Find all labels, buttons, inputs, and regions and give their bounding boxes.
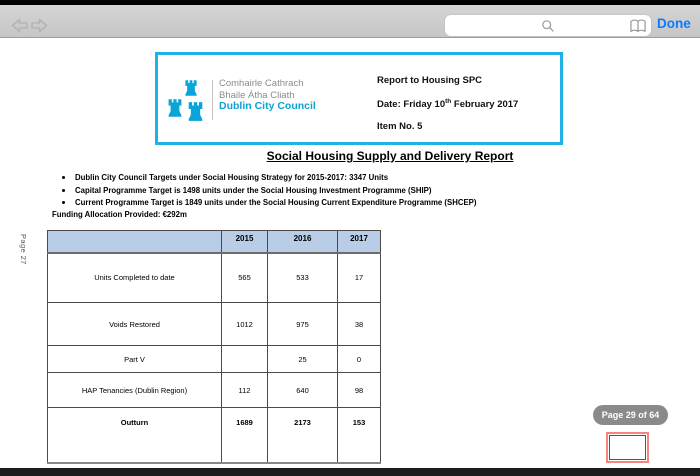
page-title: Social Housing Supply and Delivery Report bbox=[266, 149, 514, 163]
bottom-black-bar bbox=[0, 468, 700, 476]
logo-line-irish-1: Comhairle Cathrach bbox=[219, 78, 304, 89]
cell-2017: 98 bbox=[338, 373, 381, 408]
row-label: Part V bbox=[48, 346, 222, 373]
table-row bbox=[48, 373, 381, 408]
table-row bbox=[48, 253, 381, 303]
back-button[interactable] bbox=[10, 17, 30, 34]
report-header-box bbox=[155, 52, 563, 145]
search-input[interactable] bbox=[445, 15, 651, 36]
table-header-cell: 2016 bbox=[268, 231, 338, 253]
logo-divider bbox=[212, 80, 213, 120]
cell-2016: 975 bbox=[268, 303, 338, 346]
cell-2016: 2173 bbox=[268, 408, 338, 463]
cell-2016: 640 bbox=[268, 373, 338, 408]
bullet-list bbox=[62, 171, 476, 209]
report-to-line: Report to Housing SPC bbox=[377, 75, 483, 86]
cell-2015 bbox=[222, 346, 268, 373]
page-thumbnail-navigator[interactable] bbox=[606, 432, 649, 463]
list-item: Current Programme Target is 1849 units under the Social Housing Current Expenditure Programme (SHCEP) bbox=[62, 197, 476, 210]
row-label: Outturn bbox=[48, 408, 222, 463]
table-header-row bbox=[48, 231, 381, 253]
castle-icon bbox=[187, 102, 204, 121]
logo-line-irish-2: Bhaile Átha Cliath bbox=[219, 89, 295, 101]
bullet-icon bbox=[62, 201, 65, 204]
table-header-cell bbox=[48, 231, 222, 253]
document-page bbox=[0, 38, 700, 468]
side-page-number: Page 27 bbox=[19, 234, 28, 265]
cell-2017: 38 bbox=[338, 303, 381, 346]
bullet-icon bbox=[62, 176, 65, 179]
open-book-icon bbox=[629, 22, 647, 37]
castle-icon bbox=[167, 99, 183, 117]
list-item: Dublin City Council Targets under Social Housing Strategy for 2015-2017: 3347 Units bbox=[62, 171, 476, 184]
table-row bbox=[48, 346, 381, 373]
viewer-toolbar bbox=[0, 5, 700, 38]
cell-2015: 1012 bbox=[222, 303, 268, 346]
bullet-icon bbox=[62, 189, 65, 192]
delivery-table bbox=[47, 230, 381, 464]
back-arrow-icon bbox=[10, 22, 30, 37]
castle-icon bbox=[184, 80, 198, 96]
report-item-line: Item No. 5 bbox=[377, 121, 423, 132]
search-icon bbox=[542, 19, 555, 32]
cell-2015: 565 bbox=[222, 253, 268, 303]
row-label: Voids Restored bbox=[48, 303, 222, 346]
table-row-total bbox=[48, 408, 381, 463]
table-row bbox=[48, 303, 381, 346]
table-header-cell: 2015 bbox=[222, 231, 268, 253]
row-label: Units Completed to date bbox=[48, 253, 222, 303]
forward-button[interactable] bbox=[29, 17, 49, 34]
list-item: Capital Programme Target is 1498 units under the Social Housing Investment Programme (SHIP) bbox=[62, 184, 476, 197]
report-date-line: Date: Friday 10th February 2017 bbox=[377, 98, 519, 111]
done-button[interactable]: Done bbox=[657, 16, 691, 31]
logo-line-english: Dublin City Council bbox=[219, 100, 316, 112]
cell-2017: 17 bbox=[338, 253, 381, 303]
cell-2015: 112 bbox=[222, 373, 268, 408]
row-label: HAP Tenancies (Dublin Region) bbox=[48, 373, 222, 408]
cell-2015: 1689 bbox=[222, 408, 268, 463]
cell-2016: 25 bbox=[268, 346, 338, 373]
cell-2017: 0 bbox=[338, 346, 381, 373]
forward-arrow-icon bbox=[29, 22, 49, 37]
bookmarks-button[interactable] bbox=[629, 18, 647, 34]
thumbnail-viewport-rect bbox=[609, 435, 646, 460]
cell-2017: 153 bbox=[338, 408, 381, 463]
cell-2016: 533 bbox=[268, 253, 338, 303]
page-indicator-badge: Page 29 of 64 bbox=[593, 405, 668, 425]
table-header-cell: 2017 bbox=[338, 231, 381, 253]
funding-allocation-line: Funding Allocation Provided: €292m bbox=[52, 210, 187, 219]
council-logo-text bbox=[219, 78, 316, 113]
